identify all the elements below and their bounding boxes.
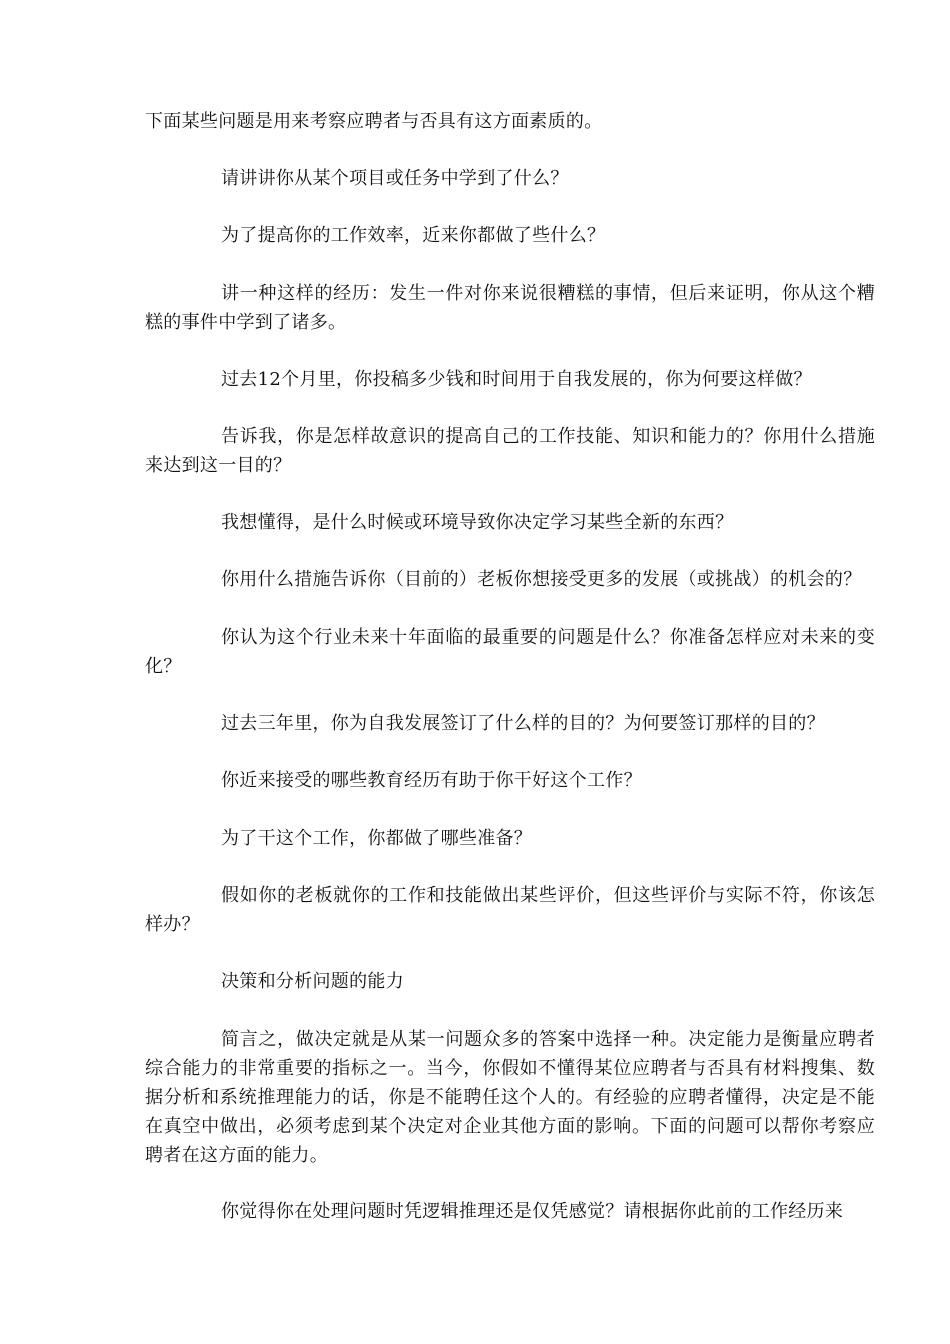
paragraph-question: 你近来接受的哪些教育经历有助于你干好这个工作？: [221, 770, 642, 791]
paragraph-question: 告诉我，你是怎样故意识的提高自己的工作技能、知识和能力的？你用什么措施来达到这一目的？: [145, 426, 875, 476]
paragraph-question: 讲一种这样的经历：发生一件对你来说很糟糕的事情，但后来证明，你从这个糟糕的事件中学到了诸多。: [145, 283, 875, 333]
paragraph-question: 你认为这个行业未来十年面临的最重要的问题是什么？你准备怎样应对未来的变化？: [145, 627, 875, 677]
paragraph-question: 为了提高你的工作效率，近来你都做了些什么？: [221, 225, 606, 246]
paragraph-question: 你用什么措施告诉你（目前的）老板你想接受更多的发展（或挑战）的机会的？: [221, 569, 862, 590]
paragraph-question: 我想懂得，是什么时候或环境导致你决定学习某些全新的东西？: [221, 512, 734, 533]
paragraph-question: 假如你的老板就你的工作和技能做出某些评价，但这些评价与实际不符，你该怎样办？: [145, 885, 875, 935]
paragraph-question: 请讲讲你从某个项目或任务中学到了什么？: [221, 168, 569, 189]
paragraph-question: 过去三年里，你为自我发展签订了什么样的目的？为何要签订那样的目的？: [221, 713, 825, 734]
paragraph-question: 你觉得你在处理问题时凭逻辑推理还是仅凭感觉？请根据你此前的工作经历来: [221, 1201, 844, 1222]
paragraph-section-intro: 简言之，做决定就是从某一问题众多的答案中选择一种。决定能力是衡量应聘者综合能力的非常重要的指标之一。当今，你假如不懂得某位应聘者与否具有材料搜集、数据分析和系统推理能力的话，你是不能聘任这个人的。有经验的应聘者懂得，决定是不能在真空中做出，必须考虑到某个决定对企业其他方面的影响。下面的问题可以帮你考察应聘者在这方面的能力。: [145, 1029, 875, 1166]
paragraph-question: 过去12个月里，你投稿多少钱和时间用于自我发展的，你为何要这样做？: [221, 369, 812, 390]
section-heading: 决策和分析问题的能力: [221, 971, 404, 992]
paragraph-question: 为了干这个工作，你都做了哪些准备？: [221, 828, 533, 849]
paragraph-intro: 下面某些问题是用来考察应聘者与否具有这方面素质的。: [145, 111, 603, 132]
